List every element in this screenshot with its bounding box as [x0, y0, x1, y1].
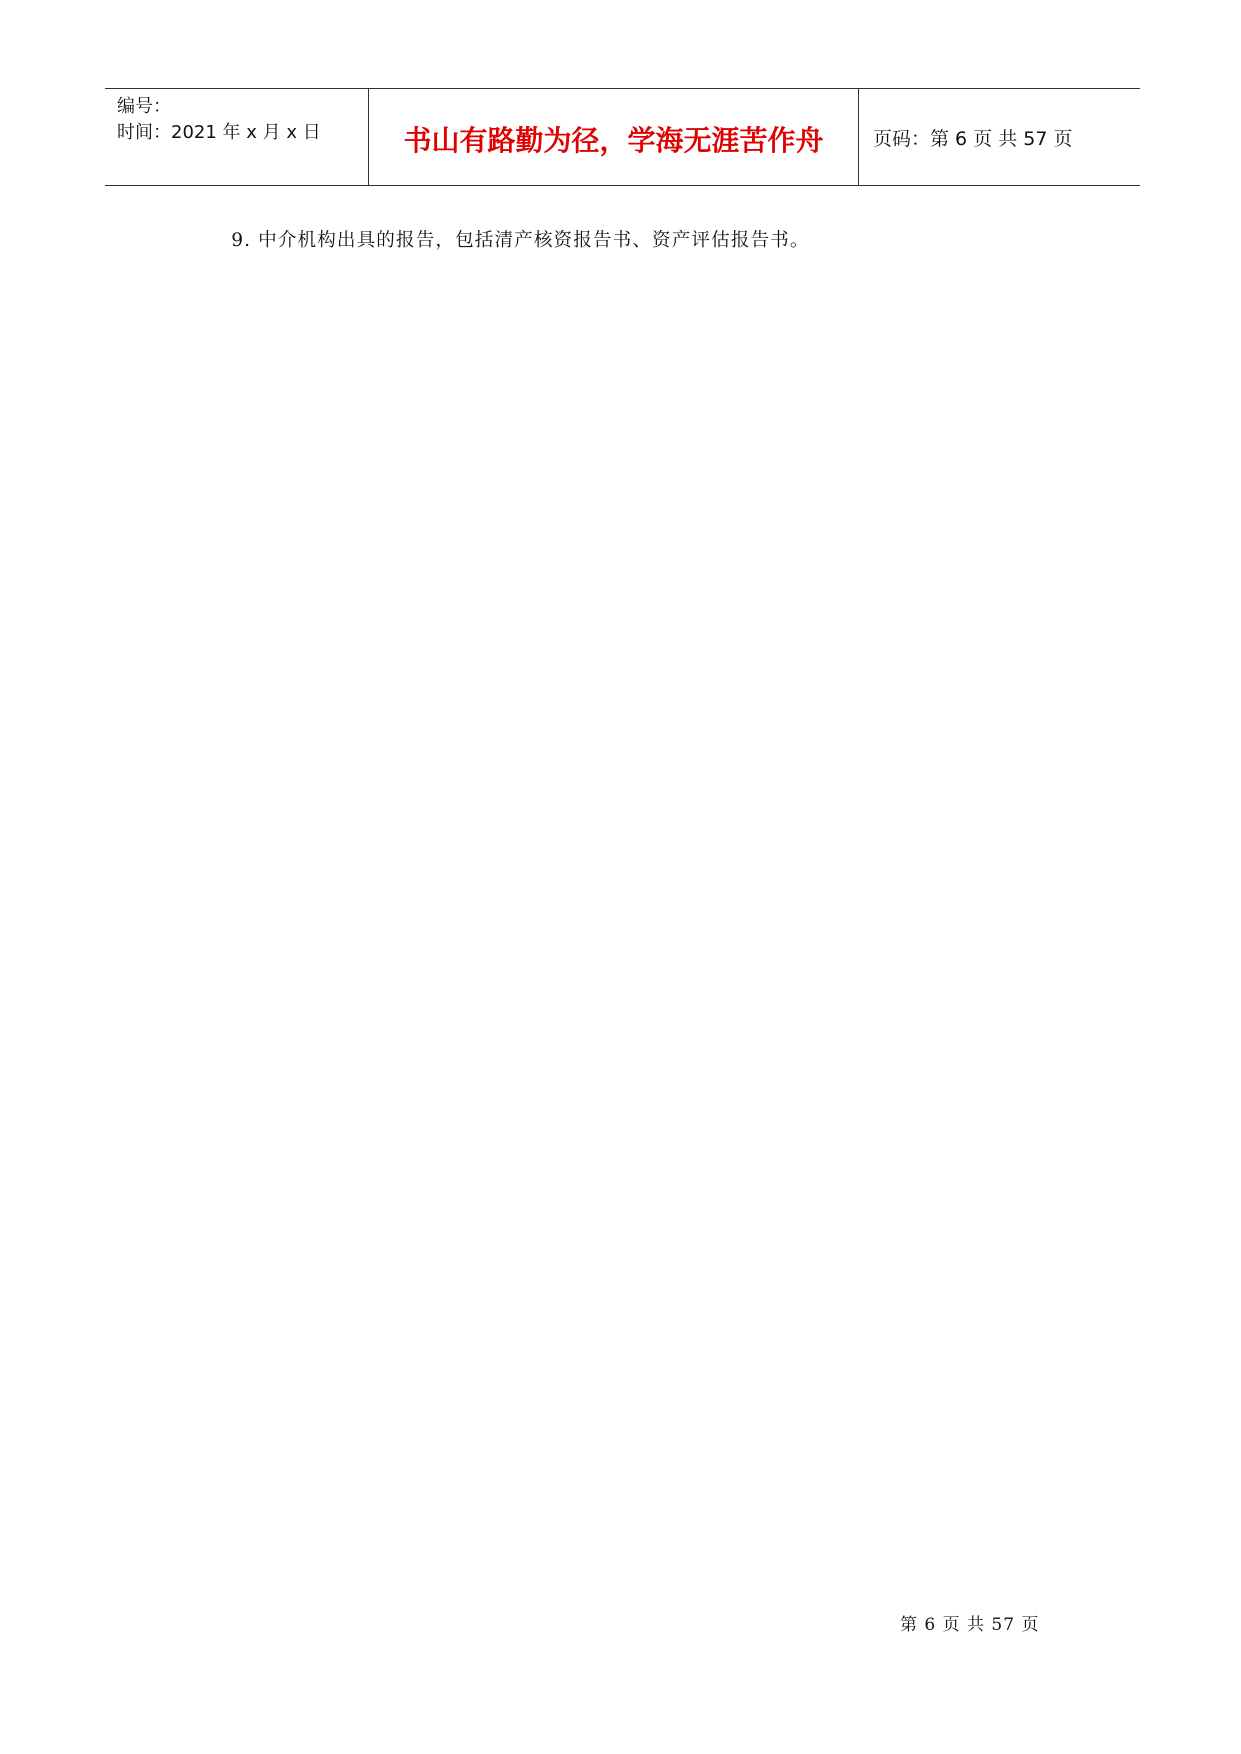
number-label: 编号：: [117, 96, 171, 117]
header-motto: 书山有路勤为径，学海无涯苦作舟: [369, 89, 859, 185]
page-footer: 第 6 页 共 57 页: [900, 1615, 1040, 1635]
time-label: 时间：2021 年 x 月 x 日: [117, 122, 321, 143]
header-info: [105, 89, 369, 185]
page-header: [105, 88, 1140, 186]
document-body: [194, 220, 1060, 263]
header-page-code: 页码：第 6 页 共 57 页: [873, 127, 1073, 150]
paragraph-9: 9. 中介机构出具的报告，包括清产核资报告书、资产评估报告书。: [231, 230, 810, 251]
